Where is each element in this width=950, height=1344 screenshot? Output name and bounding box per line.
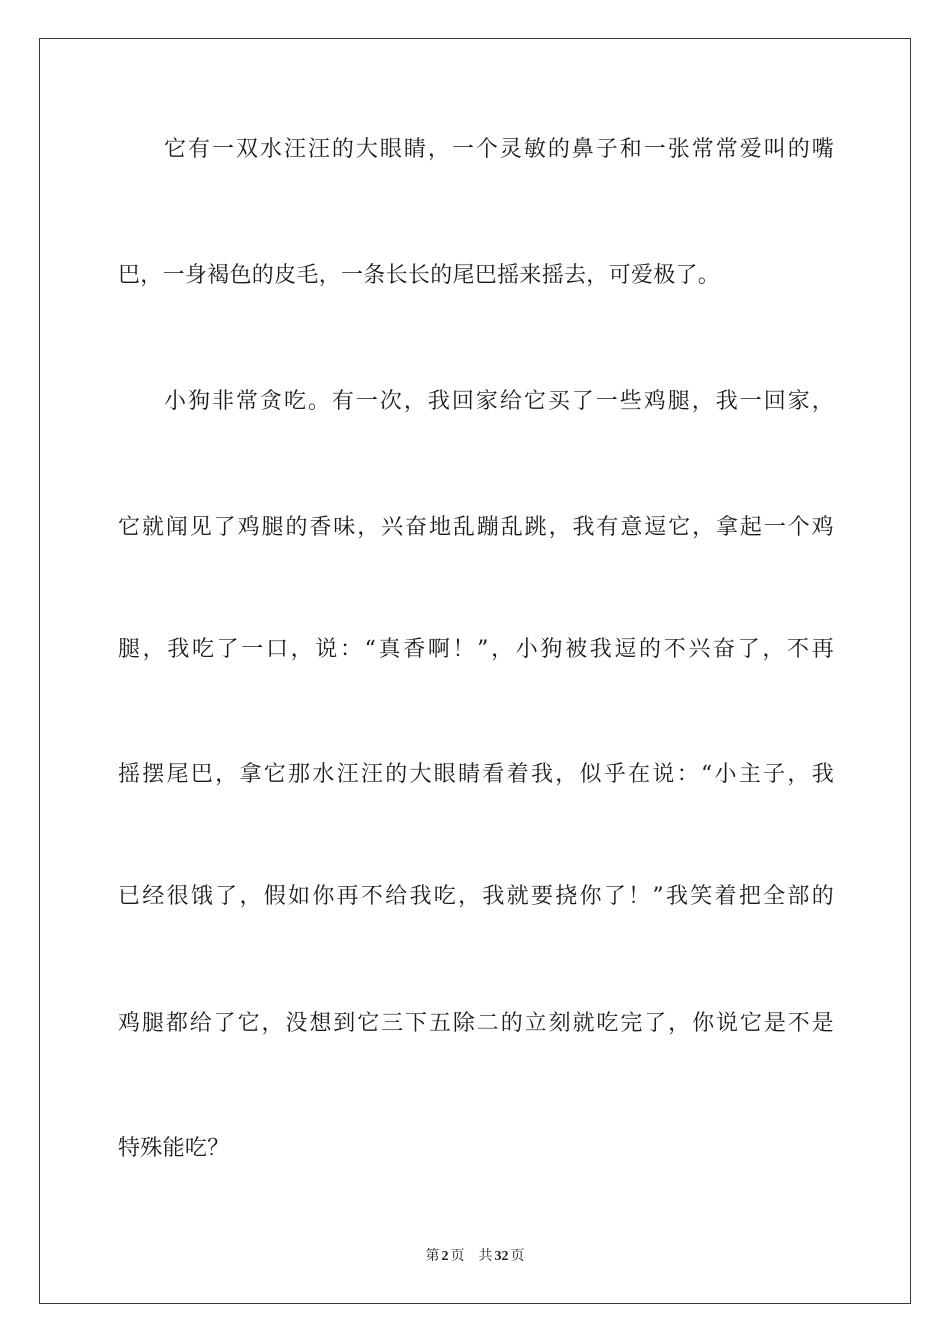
paragraph-line: 腿，我吃了一口，说：“真香啊！”，小狗被我逗的不兴奋了，不再: [118, 637, 834, 662]
paragraph-line: 特殊能吃？: [118, 1136, 230, 1161]
total-pages-number: 32: [494, 1249, 509, 1264]
total-prefix: 共: [478, 1248, 493, 1264]
page-border: [39, 38, 911, 1304]
total-suffix: 页: [510, 1248, 525, 1264]
paragraph-line: 它有一双水汪汪的大眼睛，一个灵敏的鼻子和一张常常爱叫的嘴: [164, 137, 834, 162]
paragraph-line: 它就闻见了鸡腿的香味，兴奋地乱蹦乱跳，我有意逗它，拿起一个鸡: [118, 515, 834, 540]
paragraph-line: 小狗非常贪吃。有一次，我回家给它买了一些鸡腿，我一回家，: [164, 389, 834, 414]
current-page-number: 2: [441, 1249, 449, 1264]
page-suffix: 页: [450, 1248, 465, 1264]
paragraph-line: 已经很饿了，假如你再不给我吃，我就要挠你了！”我笑着把全部的: [118, 884, 834, 909]
page-prefix: 第: [425, 1248, 440, 1264]
paragraph-line: 鸡腿都给了它，没想到它三下五除二的立刻就吃完了，你说它是不是: [118, 1011, 834, 1036]
page-footer: [0, 1246, 950, 1267]
paragraph-line: 摇摆尾巴，拿它那水汪汪的大眼睛看着我，似乎在说：“小主子，我: [118, 762, 834, 787]
paragraph-line: 巴，一身褐色的皮毛，一条长长的尾巴摇来摇去，可爱极了。: [118, 263, 721, 288]
